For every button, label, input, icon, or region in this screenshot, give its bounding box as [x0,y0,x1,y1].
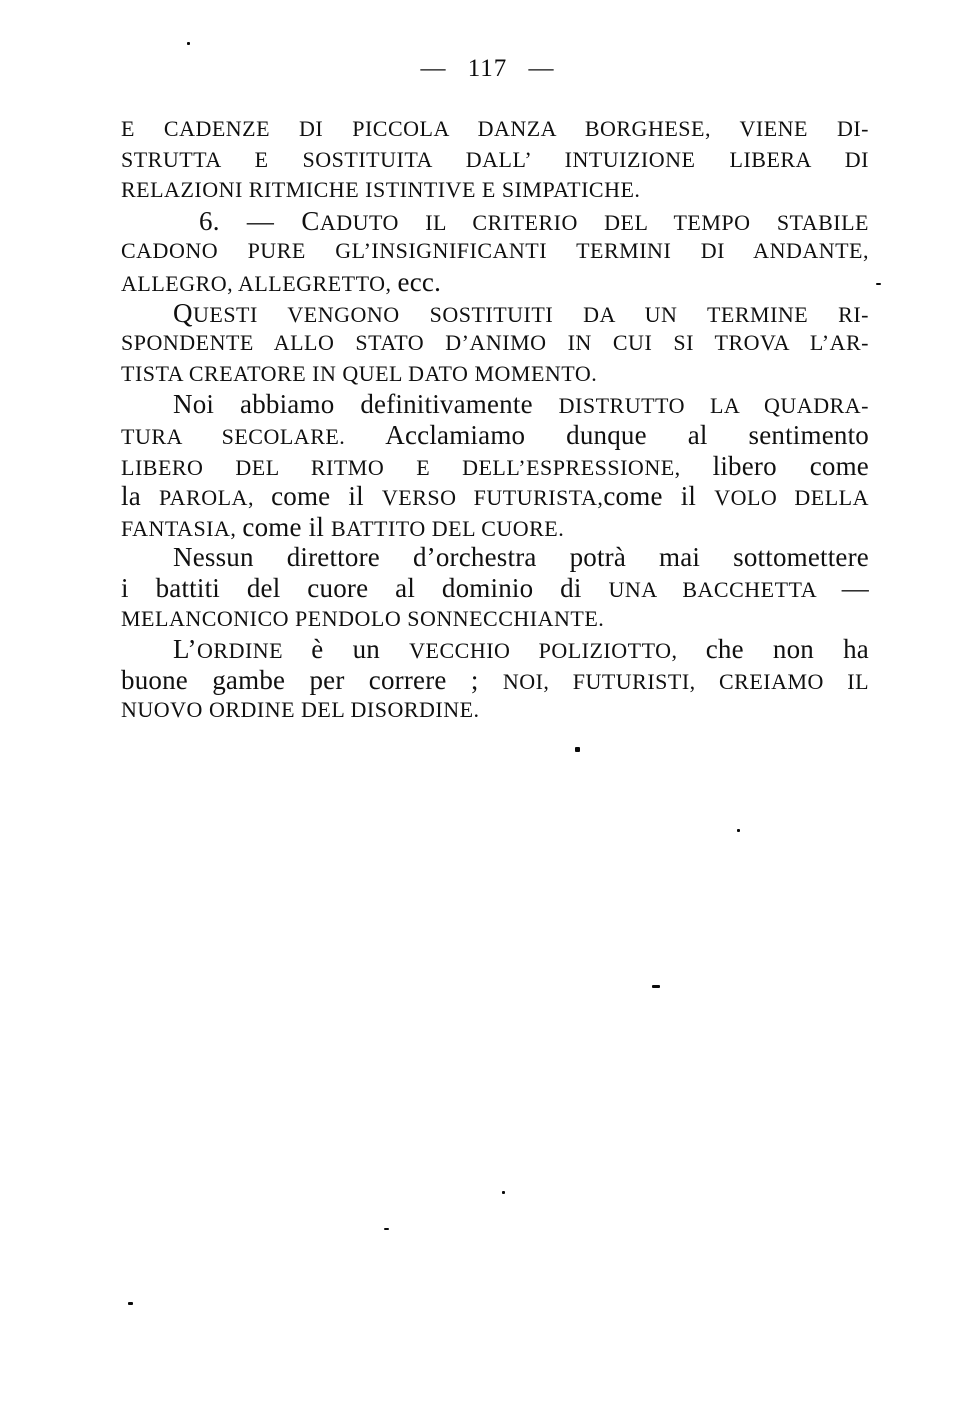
text-segment-sc: BATTITO DEL CUORE. [330,515,565,541]
text-line [121,695,869,726]
text-line [121,145,869,176]
text-segment-rm: che non ha [705,634,869,665]
text-segment-sc: SPONDENTE ALLO STATO D’ANIMO IN CUI SI TROVA L’AR- [121,330,869,356]
text-segment-cap: Q [173,297,193,328]
text-line [121,298,869,329]
scan-speck [575,747,580,752]
text-segment-sc: NOI, FUTURISTI, CREIAMO IL [502,668,870,694]
text-segment-cap: C [301,205,320,236]
text-line [121,665,869,696]
text-segment-rm: libero come [712,450,869,481]
text-segment-sc: LIBERO DEL RITMO E DELL’ESPRESSIONE, [121,454,713,480]
text-segment-rm: è un [311,634,410,665]
text-segment-sc: CADONO PURE GL’INSIGNIFICANTI TERMINI DI ANDANTE, [121,238,869,264]
text-segment-sc: VERSO FUTURISTA, [381,485,604,511]
text-segment-sc: E CADENZE DI PICCOLA DANZA BORGHESE, VIENE DI- [121,116,869,141]
text-line [121,573,869,604]
text-segment-sc: RELAZIONI RITMICHE ISTINTIVE E SIMPATICHE. [121,177,641,203]
text-segment-sc: NUOVO ORDINE DEL DISORDINE. [121,697,480,723]
text-segment-sc: ALLEGRO, ALLEGRETTO, [121,270,398,296]
body-text [121,114,869,726]
text-segment-sc: UESTI VENGONO SOSTITUITI DA UN TERMINE RI- [193,301,869,327]
text-segment-rm: Acclamiamo dunque al sentimento [385,419,869,450]
text-segment-sc: VOLO DELLA [714,485,869,511]
text-segment-cap: L’ [173,634,198,665]
text-segment-rm: la [121,481,159,512]
text-segment-rm: come il [271,481,382,512]
scan-speck [737,829,740,832]
text-line [121,328,869,359]
text-segment-sc: ADUTO IL CRITERIO DEL TEMPO STABILE [319,209,869,235]
page-number-header: — 117 — [420,55,555,82]
text-segment-rm: ecc. [397,266,442,297]
scan-speck [384,1228,389,1230]
text-segment-rm: Nessun direttore d’orchestra potrà mai sottomettere [173,542,869,573]
text-segment-sc: VECCHIO POLIZIOTTO, [409,638,706,664]
scan-speck [876,283,881,285]
text-segment-sc: PAROLA, [158,485,272,511]
text-segment-rm: — [841,572,869,603]
text-line [121,175,869,206]
text-segment-sc: MELANCONICO PENDOLO SONNECCHIANTE. [121,605,605,631]
text-line [121,604,869,635]
text-line [121,420,869,451]
text-segment-sc: STRUTTA E SOSTITUITA DALL’ INTUIZIONE LIBERA DI [121,146,869,172]
text-line [121,542,869,573]
text-line [121,451,869,482]
text-segment-rm: 6. — [199,205,302,236]
text-segment-rm: i battiti del cuore al dominio di [121,572,609,603]
text-segment-sc: TISTA CREATORE IN QUEL DATO MOMENTO. [121,360,598,386]
text-segment-sc: FANTASIA, [121,515,243,541]
text-line [121,481,869,512]
text-line [121,206,869,237]
text-segment-rm: Noi abbiamo definitivamente [173,389,559,420]
text-segment-sc: TURA SECOLARE. [121,423,386,449]
text-line [121,512,869,543]
text-segment-rm: buone gambe per correre ; [121,664,503,695]
text-line [121,389,869,420]
scan-speck [652,985,660,988]
text-line [121,236,869,267]
text-segment-rm: come il [242,511,331,542]
text-segment-sc: UNA BACCHETTA [608,576,842,602]
text-segment-sc: ORDINE [197,638,312,664]
text-segment-rm: come il [603,481,715,512]
text-line [121,359,869,390]
text-line [121,634,869,665]
text-line [121,114,869,145]
scan-speck [128,1302,133,1305]
text-line [121,267,869,298]
scan-speck [502,1191,505,1194]
text-segment-sc: DISTRUTTO LA QUADRA- [558,393,869,419]
scan-speck [187,42,190,45]
